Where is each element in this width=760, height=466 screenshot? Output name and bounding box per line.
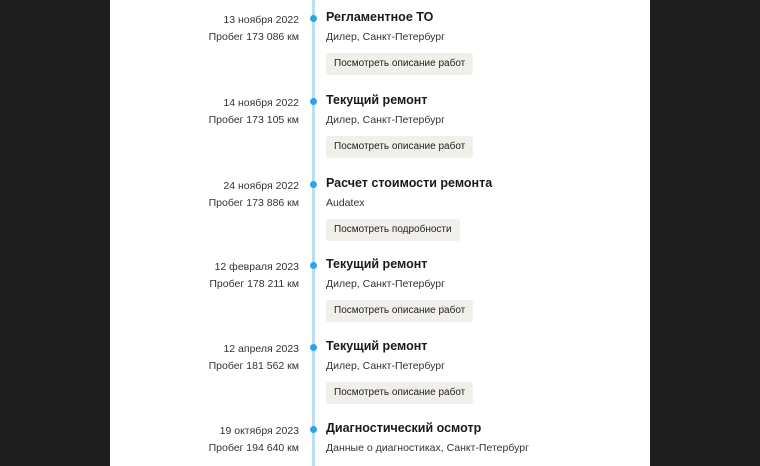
entry-mileage: Пробег 194 640 км xyxy=(208,442,299,454)
entry-date: 14 ноября 2022 xyxy=(223,97,299,109)
entry-title: Текущий ремонт xyxy=(326,93,428,107)
entry-subtitle: Дилер, Санкт-Петербург xyxy=(326,360,445,372)
entry-meta xyxy=(209,259,299,293)
entry-mileage: Пробег 181 562 км xyxy=(208,360,299,372)
entry-content xyxy=(326,420,646,456)
timeline-dot xyxy=(310,15,317,22)
entry-subtitle: Дилер, Санкт-Петербург xyxy=(326,114,445,126)
entry-content xyxy=(326,9,646,75)
service-history-panel xyxy=(110,0,650,466)
entry-date: 24 ноября 2022 xyxy=(223,180,299,192)
view-work-description-button[interactable]: Посмотреть описание работ xyxy=(326,53,473,75)
entry-meta xyxy=(209,12,299,46)
entry-title: Диагностический осмотр xyxy=(326,421,482,435)
history-entry xyxy=(110,83,650,165)
history-entry xyxy=(110,329,650,411)
entry-date: 13 ноября 2022 xyxy=(223,14,299,26)
entry-meta xyxy=(209,423,299,457)
entry-title: Расчет стоимости ремонта xyxy=(326,176,493,190)
history-entry xyxy=(110,166,650,248)
entry-meta xyxy=(209,95,299,129)
entry-meta xyxy=(209,178,299,212)
history-entry xyxy=(110,411,650,466)
view-work-description-button[interactable]: Посмотреть описание работ xyxy=(326,136,473,158)
timeline-dot xyxy=(310,426,317,433)
view-work-description-button[interactable]: Посмотреть описание работ xyxy=(326,300,473,322)
entry-date: 12 апреля 2023 xyxy=(223,343,299,355)
entry-subtitle: Дилер, Санкт-Петербург xyxy=(326,31,445,43)
timeline-dot xyxy=(310,344,317,351)
entry-content xyxy=(326,92,646,158)
view-details-button[interactable]: Посмотреть подробности xyxy=(326,219,460,241)
timeline-dot xyxy=(310,181,317,188)
entry-title: Текущий ремонт xyxy=(326,339,428,353)
timeline-dot xyxy=(310,98,317,105)
entry-title: Текущий ремонт xyxy=(326,257,428,271)
history-entry xyxy=(110,0,650,82)
entry-subtitle: Данные о диагностиках, Санкт-Петербург xyxy=(326,442,529,454)
entry-subtitle: Audatex xyxy=(326,197,365,209)
entry-mileage: Пробег 173 886 км xyxy=(208,197,299,209)
entry-subtitle: Дилер, Санкт-Петербург xyxy=(326,278,445,290)
entry-content xyxy=(326,175,646,241)
entry-date: 19 октября 2023 xyxy=(219,425,299,437)
history-entry xyxy=(110,247,650,329)
entry-meta xyxy=(209,341,299,375)
view-work-description-button[interactable]: Посмотреть описание работ xyxy=(326,382,473,404)
timeline-dot xyxy=(310,262,317,269)
entry-content xyxy=(326,256,646,322)
entry-title: Регламентное ТО xyxy=(326,10,434,24)
entry-mileage: Пробег 173 086 км xyxy=(208,31,299,43)
entry-mileage: Пробег 178 211 км xyxy=(209,278,299,290)
entry-mileage: Пробег 173 105 км xyxy=(208,114,299,126)
entry-content xyxy=(326,338,646,404)
entry-date: 12 февраля 2023 xyxy=(214,261,299,273)
